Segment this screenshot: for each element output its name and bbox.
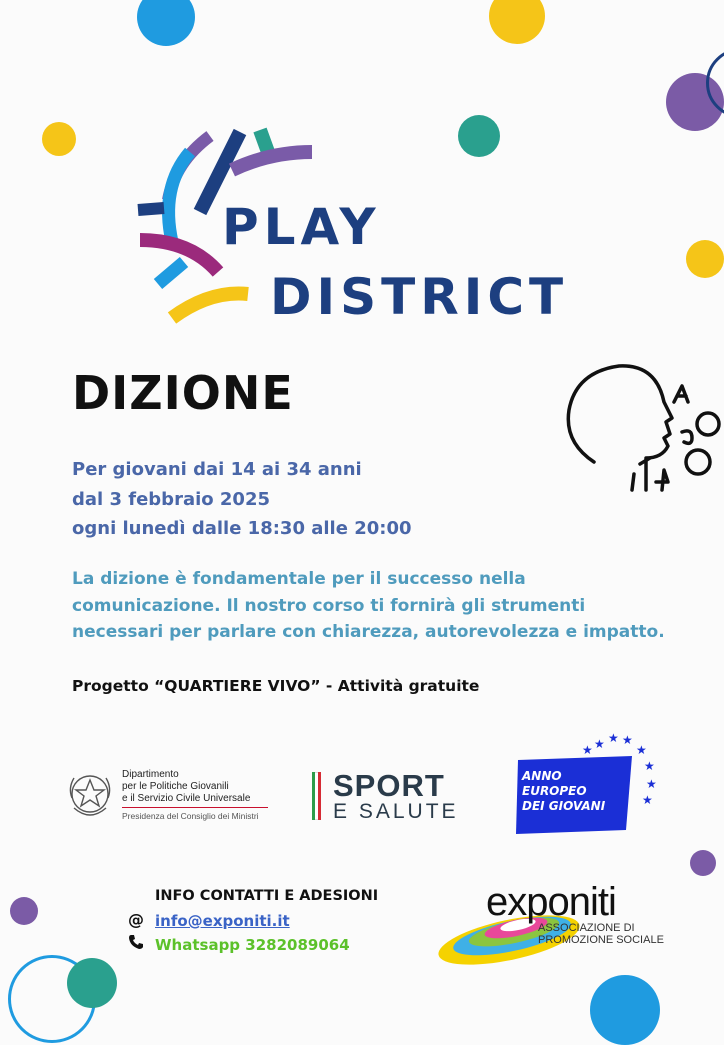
project-label: Progetto “QUARTIERE VIVO” - Attività gratuite xyxy=(72,677,480,695)
email-link[interactable]: info@exponiti.it xyxy=(155,912,290,930)
exponiti-name: exponiti xyxy=(486,880,616,924)
description-line-3: necessari per parlare con chiarezza, autorevolezza e impatto. xyxy=(72,622,665,642)
sport-logo-line-2: E SALUTE xyxy=(333,800,459,823)
sport-logo-line-1: SPORT xyxy=(333,768,445,803)
svg-text:★: ★ xyxy=(644,759,655,773)
svg-text:★: ★ xyxy=(582,743,593,757)
decor-dot-teal-bottom xyxy=(67,958,117,1008)
contact-title: INFO CONTATTI E ADESIONI xyxy=(155,888,379,904)
svg-text:★: ★ xyxy=(642,793,653,807)
decor-dot-yellow-right xyxy=(686,240,724,278)
brand-line-2: DISTRICT xyxy=(270,268,569,326)
decor-dot-blue-top xyxy=(137,0,195,46)
info-schedule: ogni lunedì dalle 18:30 alle 20:00 xyxy=(72,518,412,539)
decor-dot-violet-small xyxy=(690,850,716,876)
dept-line-2: per le Politiche Giovanili xyxy=(122,781,229,792)
svg-text:★: ★ xyxy=(622,733,633,747)
decor-dot-blue-bottom xyxy=(590,975,660,1045)
decor-dot-yellow-top xyxy=(489,0,545,44)
page-title: DIZIONE xyxy=(72,366,294,420)
eu-badge xyxy=(510,730,660,836)
description-line-1: La dizione è fondamentale per il successo nella xyxy=(72,569,526,589)
eu-line-1: ANNO xyxy=(522,769,562,783)
eu-line-3: DEI GIOVANI xyxy=(522,799,606,813)
svg-text:★: ★ xyxy=(646,777,657,791)
phone-icon xyxy=(128,934,144,950)
dept-line-3: e il Servizio Civile Universale xyxy=(122,793,251,804)
brand-line-1: PLAY xyxy=(222,198,381,256)
italian-emblem-icon xyxy=(66,768,114,824)
info-age: Per giovani dai 14 ai 34 anni xyxy=(72,459,362,480)
svg-text:★: ★ xyxy=(636,743,647,757)
decor-dot-yellow-left xyxy=(42,122,76,156)
svg-text:★: ★ xyxy=(608,731,619,745)
head-speaking-letters-icon xyxy=(564,362,724,496)
dept-divider xyxy=(122,807,268,808)
exponiti-sub-1: ASSOCIAZIONE DI xyxy=(538,922,635,934)
dept-line-4: Presidenza del Consiglio dei Ministri xyxy=(122,811,259,821)
info-start-date: dal 3 febbraio 2025 xyxy=(72,489,270,510)
decor-dot-violet-left xyxy=(10,897,38,925)
dept-line-1: Dipartimento xyxy=(122,769,179,780)
decor-dot-teal xyxy=(458,115,500,157)
at-sign-icon: @ xyxy=(128,910,144,929)
svg-text:★: ★ xyxy=(594,737,605,751)
exponiti-sub-2: PROMOZIONE SOCIALE xyxy=(538,934,664,946)
eu-line-2: EUROPEO xyxy=(522,784,587,798)
description-line-2: comunicazione. Il nostro corso ti fornirà gli strumenti xyxy=(72,596,586,616)
tricolor-bar-icon xyxy=(312,772,321,820)
whatsapp-contact[interactable]: Whatsapp 3282089064 xyxy=(155,936,350,954)
